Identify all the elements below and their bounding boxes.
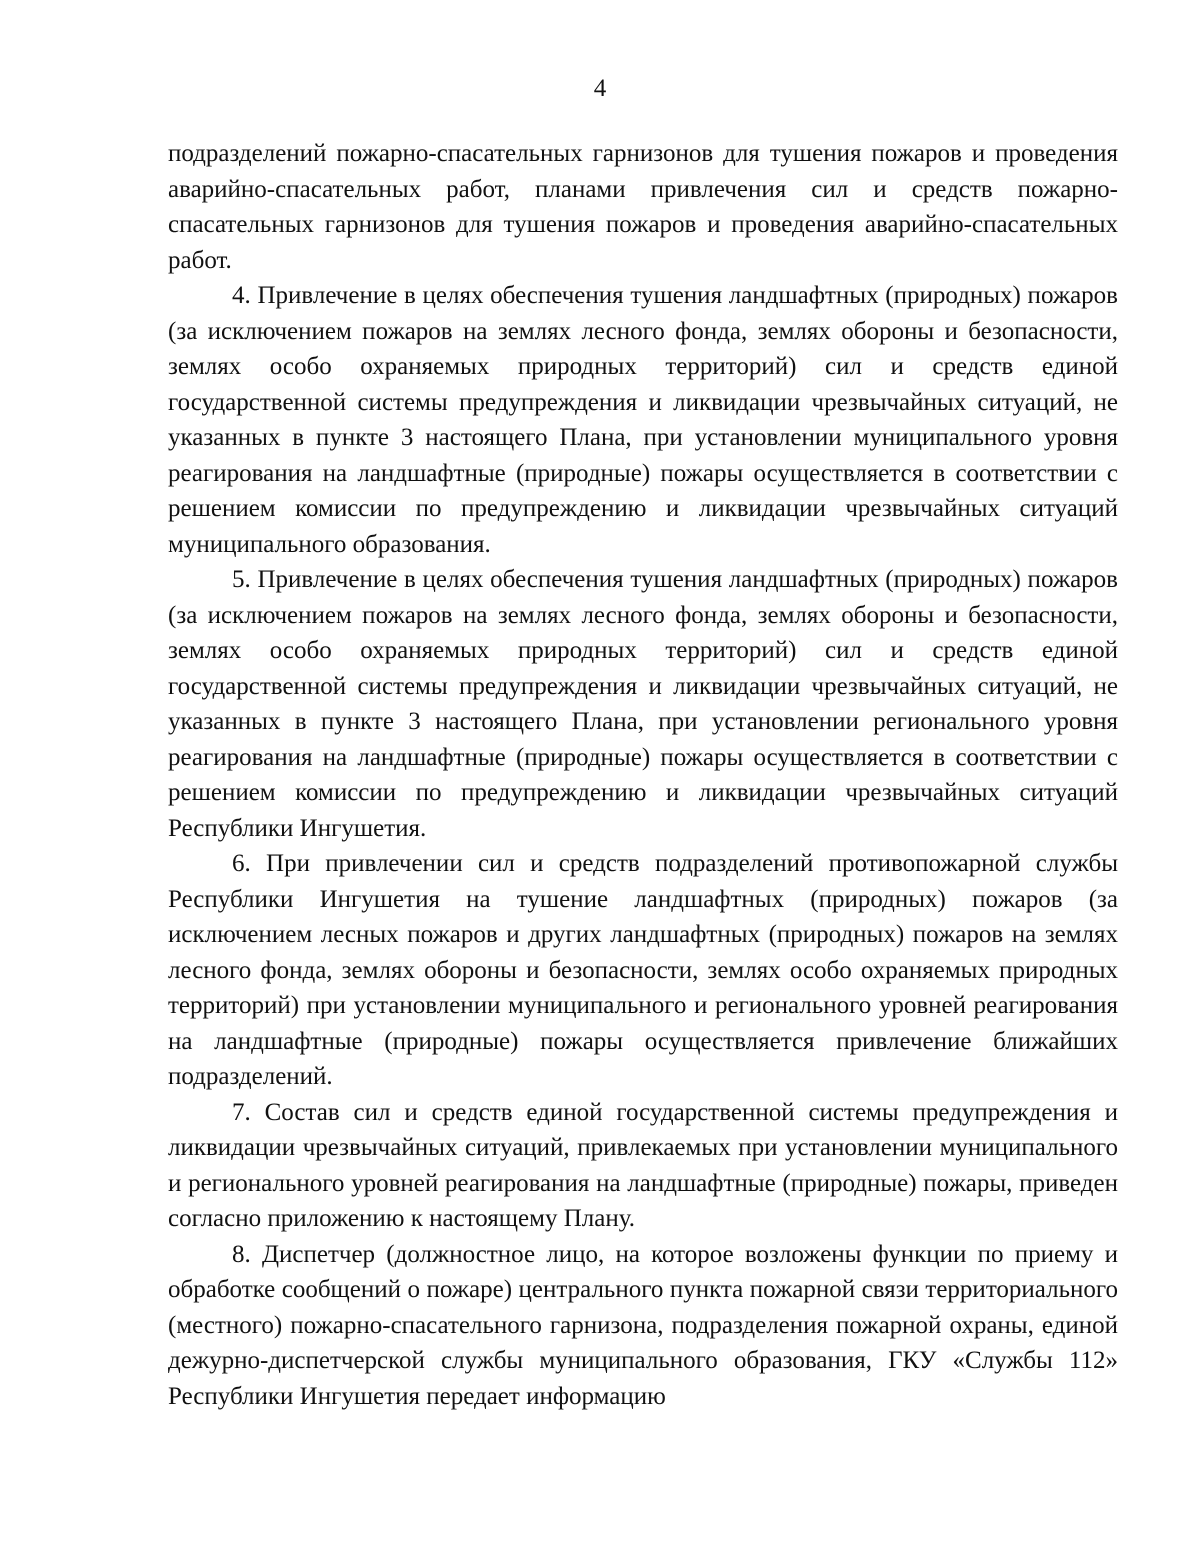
paragraph-item-6: 6. При привлечении сил и средств подразделений противопожарной службы Республики Ингушетия на тушение ландшафтных (природных) пожаров (за исключением лесных пожаров и других ландшафтных (природных) пожаров на землях лесного фонда, землях обороны и безопасности, землях особо охраняемых природных территорий) при установлении муниципального и регионального уровней реагирования на ландшафтные (природные) пожары осуществляется привлечение ближайших подразделений.	[168, 850, 1118, 1090]
paragraph-item-4: 4. Привлечение в целях обеспечения тушения ландшафтных (природных) пожаров (за исключением пожаров на землях лесного фонда, землях обороны и безопасности, землях особо охраняемых природных территорий) сил и средств единой государственной системы предупреждения и ликвидации чрезвычайных ситуаций, не указанных в пункте 3 настоящего Плана, при установлении муниципального уровня реагирования на ландшафтные (природные) пожары осуществляется в соответствии с решением комиссии по предупреждению и ликвидации чрезвычайных ситуаций муниципального образования.	[168, 282, 1118, 558]
paragraph-item-7: 7. Состав сил и средств единой государственной системы предупреждения и ликвидации чрезвычайных ситуаций, привлекаемых при установлении муниципального и регионального уровней реагирования на ландшафтные (природные) пожары, приведен согласно приложению к настоящему Плану.	[168, 1098, 1118, 1232]
paragraph-item-8: 8. Диспетчер (должностное лицо, на которое возложены функции по приему и обработке сообщений о пожаре) центрального пункта пожарной связи территориального (местного) пожарно-спасательного гарнизона, подразделения пожарной охраны, единой дежурно-диспетчерской службы муниципального образования, ГКУ «Службы 112» Республики Ингушетия передает информацию	[168, 1240, 1118, 1410]
paragraph-item-5: 5. Привлечение в целях обеспечения тушения ландшафтных (природных) пожаров (за исключением пожаров на землях лесного фонда, землях обороны и безопасности, землях особо охраняемых природных территорий) сил и средств единой государственной системы предупреждения и ликвидации чрезвычайных ситуаций, не указанных в пункте 3 настоящего Плана, при установлении регионального уровня реагирования на ландшафтные (природные) пожары осуществляется в соответствии с решением комиссии по предупреждению и ликвидации чрезвычайных ситуаций Республики Ингушетия.	[168, 566, 1118, 842]
document-body	[168, 136, 1118, 1414]
paragraph-continuation: подразделений пожарно-спасательных гарнизонов для тушения пожаров и проведения аварийно-спасательных работ, планами привлечения сил и средств пожарно-спасательных гарнизонов для тушения пожаров и проведения аварийно-спасательных работ.	[168, 140, 1118, 274]
page-number: 4	[593, 75, 607, 102]
